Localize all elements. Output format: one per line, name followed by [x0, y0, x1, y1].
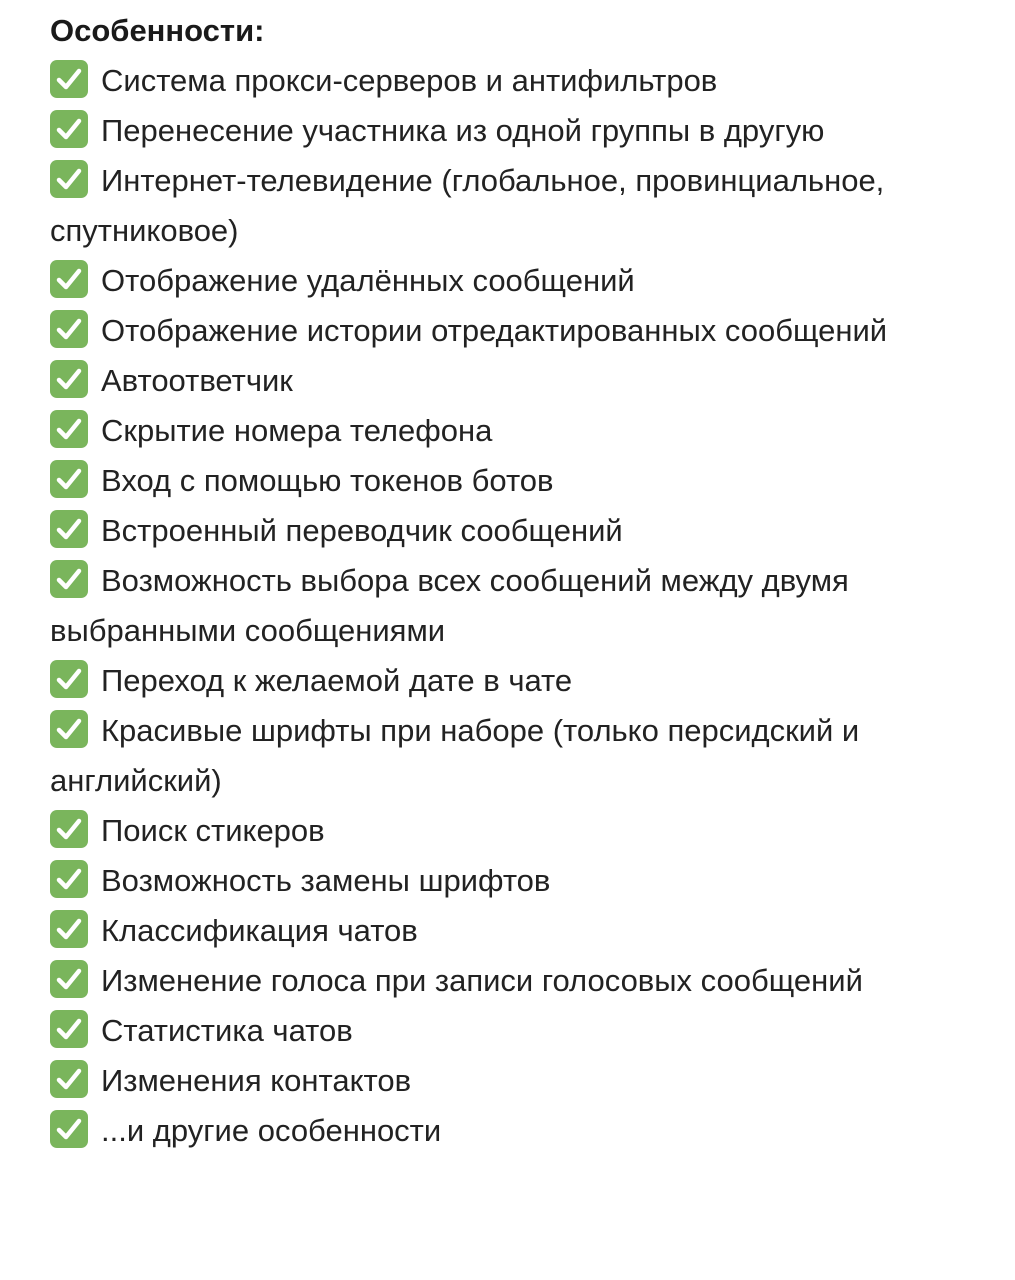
- feature-list: [50, 56, 980, 1156]
- feature-label: Перенесение участника из одной группы в другую: [101, 113, 825, 148]
- feature-label: Вход с помощью токенов ботов: [101, 463, 554, 498]
- check-mark-icon: [50, 860, 88, 898]
- feature-label: Возможность замены шрифтов: [101, 863, 551, 898]
- feature-item: [50, 706, 980, 806]
- feature-label: Изменения контактов: [101, 1063, 412, 1098]
- feature-label: Отображение истории отредактированных сообщений: [101, 313, 888, 348]
- feature-label: Автоответчик: [101, 363, 293, 398]
- check-mark-icon: [50, 910, 88, 948]
- check-mark-icon: [50, 560, 88, 598]
- feature-label: Скрытие номера телефона: [101, 413, 493, 448]
- feature-item: [50, 856, 980, 906]
- check-mark-icon: [50, 310, 88, 348]
- feature-label: Красивые шрифты при наборе (только персидский и английский): [50, 713, 860, 798]
- feature-item: [50, 106, 980, 156]
- feature-item: [50, 356, 980, 406]
- feature-item: [50, 306, 980, 356]
- check-mark-icon: [50, 460, 88, 498]
- feature-item: [50, 406, 980, 456]
- feature-item: [50, 256, 980, 306]
- check-mark-icon: [50, 660, 88, 698]
- feature-label: ...и другие особенности: [101, 1113, 442, 1148]
- feature-item: [50, 56, 980, 106]
- check-mark-icon: [50, 960, 88, 998]
- feature-item: [50, 806, 980, 856]
- check-mark-icon: [50, 710, 88, 748]
- check-mark-icon: [50, 1060, 88, 1098]
- check-mark-icon: [50, 110, 88, 148]
- check-mark-icon: [50, 260, 88, 298]
- feature-item: [50, 1006, 980, 1056]
- feature-item: [50, 156, 980, 256]
- feature-label: Классификация чатов: [101, 913, 418, 948]
- feature-item: [50, 956, 980, 1006]
- feature-item: [50, 1056, 980, 1106]
- check-mark-icon: [50, 510, 88, 548]
- feature-label: Интернет-телевидение (глобальное, провинциальное, спутниковое): [50, 163, 885, 248]
- feature-item: [50, 556, 980, 656]
- check-mark-icon: [50, 1010, 88, 1048]
- feature-item: [50, 906, 980, 956]
- features-heading: Особенности:: [50, 13, 265, 48]
- feature-label: Отображение удалённых сообщений: [101, 263, 635, 298]
- feature-item: [50, 456, 980, 506]
- feature-label: Переход к желаемой дате в чате: [101, 663, 573, 698]
- check-mark-icon: [50, 1110, 88, 1148]
- feature-label: Поиск стикеров: [101, 813, 325, 848]
- check-mark-icon: [50, 810, 88, 848]
- check-mark-icon: [50, 360, 88, 398]
- check-mark-icon: [50, 160, 88, 198]
- check-mark-icon: [50, 410, 88, 448]
- feature-label: Система прокси-серверов и антифильтров: [101, 63, 718, 98]
- feature-label: Встроенный переводчик сообщений: [101, 513, 623, 548]
- feature-item: [50, 656, 980, 706]
- feature-label: Изменение голоса при записи голосовых сообщений: [101, 963, 863, 998]
- feature-label: Статистика чатов: [101, 1013, 353, 1048]
- feature-item: [50, 506, 980, 556]
- check-mark-icon: [50, 60, 88, 98]
- feature-label: Возможность выбора всех сообщений между двумя выбранными сообщениями: [50, 563, 849, 648]
- feature-item: [50, 1106, 980, 1156]
- features-text-block: [50, 6, 980, 1156]
